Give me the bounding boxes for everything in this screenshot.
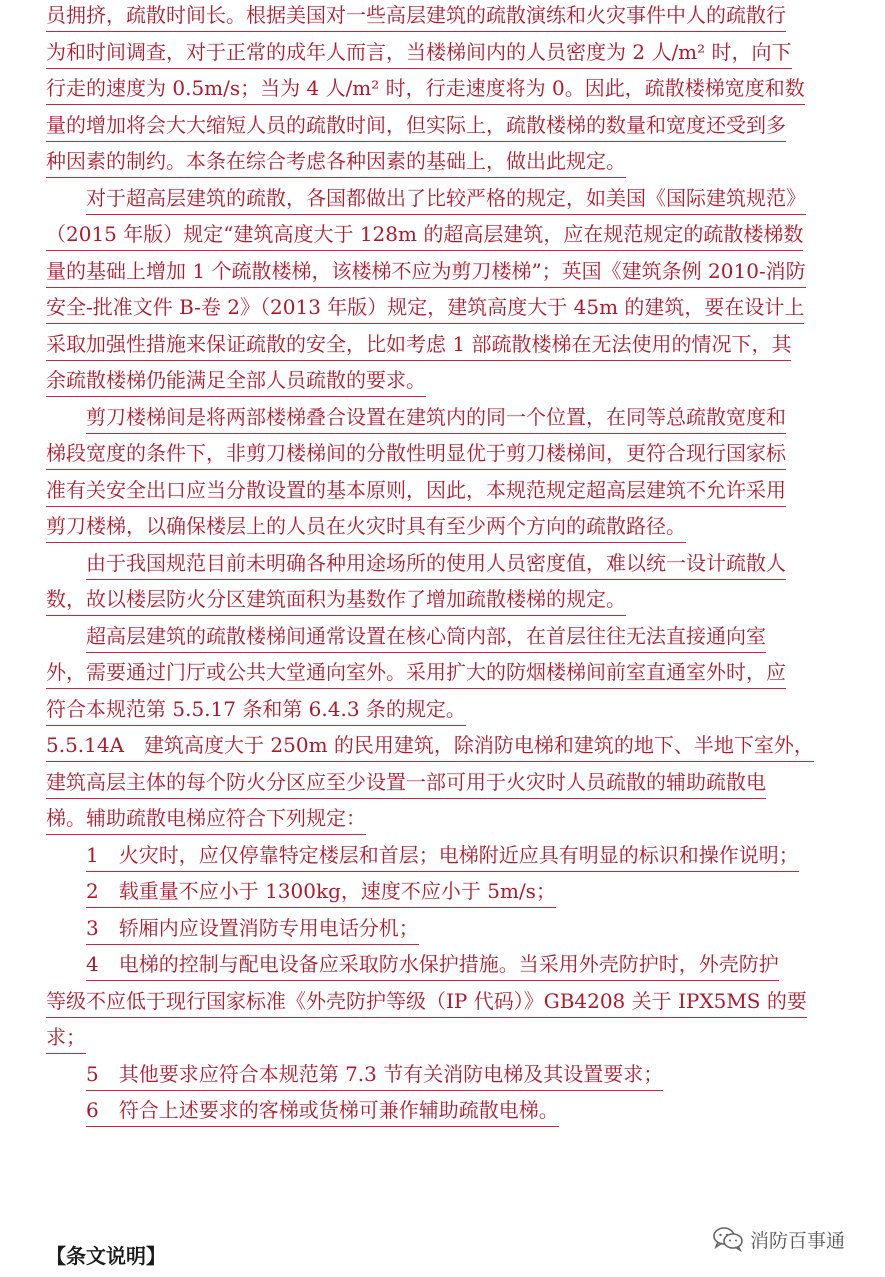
text-line-content: 剪刀楼梯间是将两部楼梯叠合设置在建筑内的同一个位置，在同等总疏散宽度和 xyxy=(86,402,786,434)
text-line-content: 5.5.14A 建筑高度大于 250m 的民用建筑，除消防电梯和建筑的地下、半地下室外， xyxy=(46,730,814,762)
text-line xyxy=(46,949,846,986)
text-line-content: 5 其他要求应符合本规范第 7.3 节有关消防电梯及其设置要求； xyxy=(86,1059,663,1091)
text-line-content: 种因素的制约。本条在综合考虑各种因素的基础上，做出此规定。 xyxy=(46,146,626,178)
text-line-content: 为和时间调查，对于正常的成年人而言，当楼梯间内的人员密度为 2 人/m² 时，向下 xyxy=(46,37,792,69)
watermark xyxy=(712,1224,845,1254)
text-line xyxy=(46,1059,846,1096)
text-line-content: 对于超高层建筑的疏散，各国都做出了比较严格的规定，如美国《国际建筑规范》 xyxy=(86,183,806,215)
text-line-content: 超高层建筑的疏散楼梯间通常设置在核心筒内部，在首层往往无法直接通向室 xyxy=(86,621,766,653)
text-line xyxy=(46,840,846,877)
text-line-content: 行走的速度为 0.5m/s；当为 4 人/m² 时，行走速度将为 0。因此，疏散楼梯宽度和数 xyxy=(46,73,805,105)
text-line xyxy=(46,1095,846,1132)
text-line xyxy=(46,110,846,147)
text-line-content: 建筑高层主体的每个防火分区应至少设置一部可用于火灾时人员疏散的辅助疏散电 xyxy=(46,767,766,799)
text-line-content: 求； xyxy=(46,1022,86,1054)
watermark-text: 消防百事通 xyxy=(750,1229,846,1252)
text-line xyxy=(46,803,846,840)
wechat-icon xyxy=(712,1226,744,1252)
text-line xyxy=(46,475,846,512)
text-line-content: （2015 年版）规定“建筑高度大于 128m 的超高层建筑，应在规范规定的疏散楼梯数 xyxy=(46,219,803,251)
text-line xyxy=(46,329,846,366)
text-line-content: 符合本规范第 5.5.17 条和第 6.4.3 条的规定。 xyxy=(46,694,466,726)
text-line xyxy=(46,402,846,439)
text-line xyxy=(46,183,846,220)
text-line-content: 6 符合上述要求的客梯或货梯可兼作辅助疏散电梯。 xyxy=(86,1095,559,1127)
text-line-content: 采取加强性措施来保证疏散的安全，比如考虑 1 部疏散楼梯在无法使用的情况下，其 xyxy=(46,329,791,361)
text-line xyxy=(46,292,846,329)
text-line xyxy=(46,219,846,256)
text-line xyxy=(46,767,846,804)
text-line xyxy=(46,511,846,548)
text-line xyxy=(46,365,846,402)
section-heading-explanation: 【条文说明】 xyxy=(46,1244,166,1268)
text-line-content: 量的基础上增加 1 个疏散楼梯，该楼梯不应为剪刀楼梯”；英国《建筑条例 2010-消防 xyxy=(46,256,806,288)
text-line xyxy=(46,657,846,694)
document-body xyxy=(46,0,846,1132)
text-line xyxy=(46,0,846,37)
text-line xyxy=(46,621,846,658)
text-line xyxy=(46,548,846,585)
text-line xyxy=(46,876,846,913)
text-line xyxy=(46,694,846,731)
text-line-content: 余疏散楼梯仍能满足全部人员疏散的要求。 xyxy=(46,365,426,397)
text-line-content: 梯。辅助疏散电梯应符合下列规定： xyxy=(46,803,366,835)
text-line xyxy=(46,37,846,74)
text-line-content: 外，需要通过门厅或公共大堂通向室外。采用扩大的防烟楼梯间前室直通室外时，应 xyxy=(46,657,786,689)
text-line xyxy=(46,73,846,110)
text-line-content: 由于我国规范目前未明确各种用途场所的使用人员密度值，难以统一设计疏散人 xyxy=(86,548,786,580)
text-line-content: 员拥挤，疏散时间长。根据美国对一些高层建筑的疏散演练和火灾事件中人的疏散行 xyxy=(46,0,786,32)
text-line xyxy=(46,584,846,621)
text-line xyxy=(46,730,846,767)
text-line-content: 1 火灾时，应仅停靠特定楼层和首层；电梯附近应具有明显的标识和操作说明； xyxy=(86,840,799,872)
text-line-content: 2 载重量不应小于 1300kg，速度不应小于 5m/s； xyxy=(86,876,556,908)
text-line-content: 安全-批准文件 B-卷 2》（2013 年版）规定，建筑高度大于 45m 的建筑，要在设计上 xyxy=(46,292,804,324)
text-line xyxy=(46,438,846,475)
text-line-content: 剪刀楼梯，以确保楼层上的人员在火灾时具有至少两个方向的疏散路径。 xyxy=(46,511,686,543)
text-line xyxy=(46,913,846,950)
text-line-content: 数，故以楼层防火分区建筑面积为基数作了增加疏散楼梯的规定。 xyxy=(46,584,626,616)
text-line-content: 4 电梯的控制与配电设备应采取防水保护措施。当采用外壳防护时，外壳防护 xyxy=(86,949,779,981)
text-line-content: 3 轿厢内应设置消防专用电话分机； xyxy=(86,913,419,945)
text-line xyxy=(46,146,846,183)
text-line xyxy=(46,986,846,1023)
text-line-content: 等级不应低于现行国家标准《外壳防护等级（IP 代码）》GB4208 关于 IPX5MS 的要 xyxy=(46,986,807,1018)
text-line xyxy=(46,256,846,293)
text-line-content: 梯段宽度的条件下，非剪刀楼梯间的分散性明显优于剪刀楼梯间，更符合现行国家标 xyxy=(46,438,786,470)
text-line-content: 量的增加将会大大缩短人员的疏散时间，但实际上，疏散楼梯的数量和宽度还受到多 xyxy=(46,110,786,142)
text-line-content: 准有关安全出口应当分散设置的基本原则，因此，本规范规定超高层建筑不允许采用 xyxy=(46,475,786,507)
text-line xyxy=(46,1022,846,1059)
